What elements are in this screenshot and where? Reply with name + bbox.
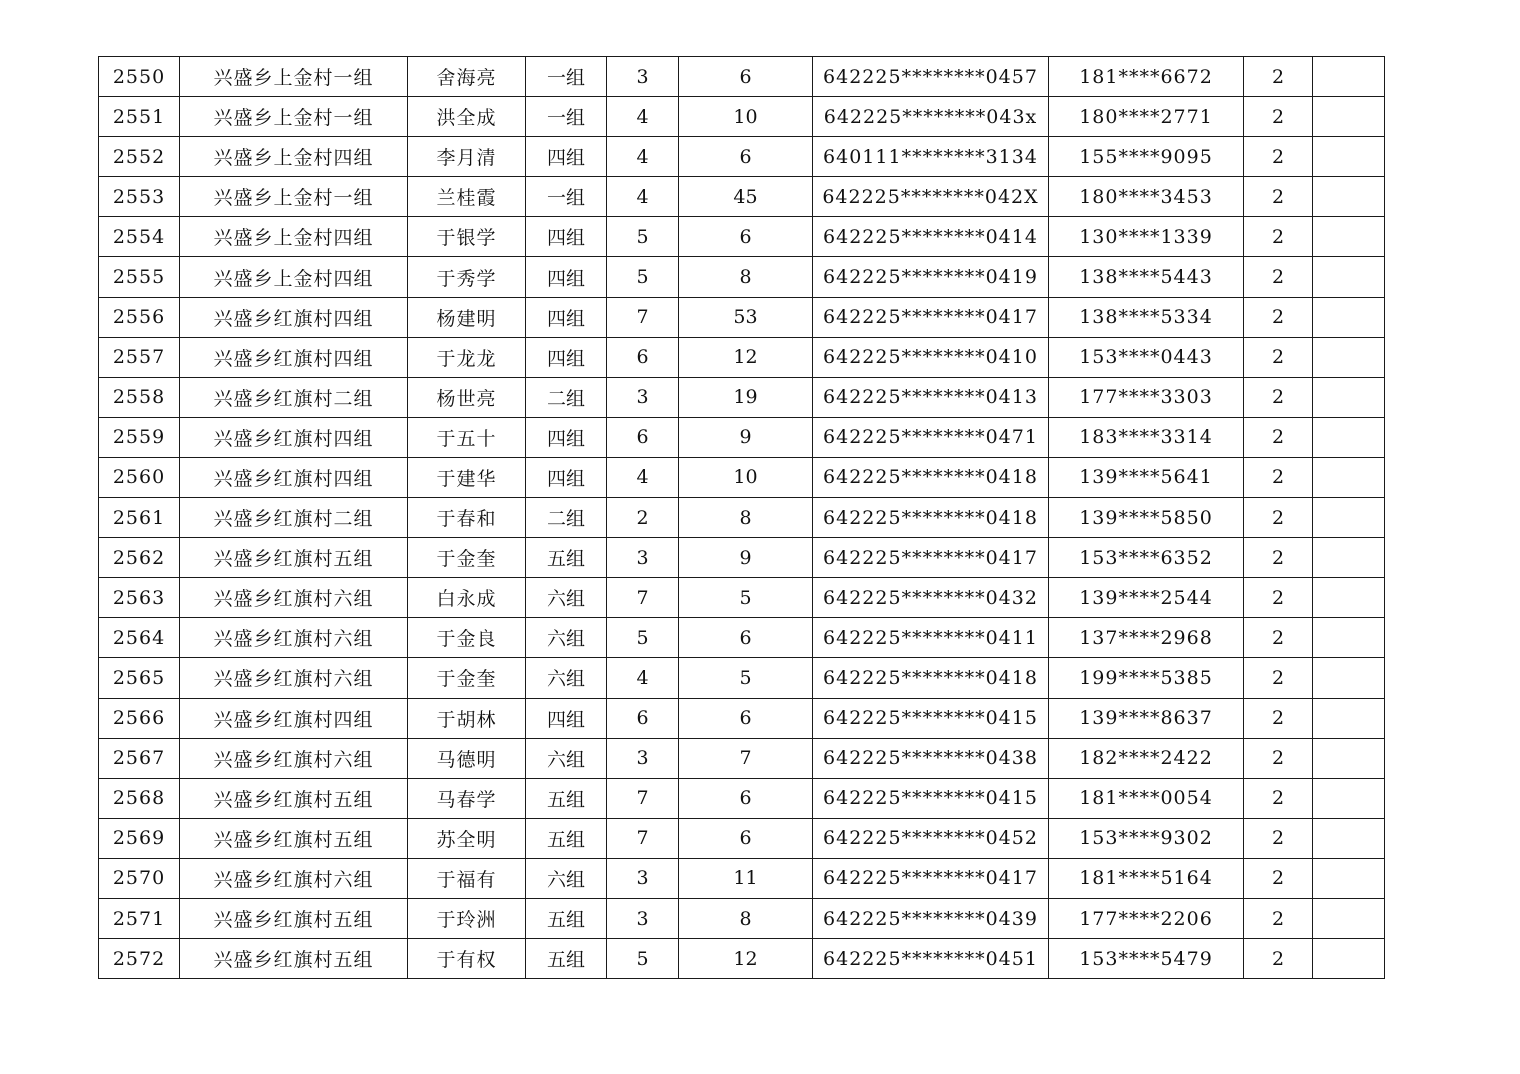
group-cell: 六组 (526, 658, 607, 698)
code-cell: 2 (1244, 778, 1313, 818)
table-row (99, 698, 1385, 738)
address-cell: 兴盛乡上金村四组 (180, 257, 408, 297)
phone-cell: 199****5385 (1049, 658, 1244, 698)
members-cell: 3 (607, 377, 679, 417)
address-cell: 兴盛乡红旗村五组 (180, 538, 408, 578)
row-number-cell: 2563 (99, 578, 180, 618)
row-number-cell: 2571 (99, 898, 180, 938)
count-cell: 9 (679, 538, 813, 578)
id-number-cell: 642225********0415 (813, 698, 1049, 738)
name-cell: 于秀学 (408, 257, 526, 297)
table-row (99, 377, 1385, 417)
group-cell: 四组 (526, 417, 607, 457)
id-number-cell: 642225********042X (813, 177, 1049, 217)
code-cell: 2 (1244, 898, 1313, 938)
address-cell: 兴盛乡红旗村四组 (180, 698, 408, 738)
row-number-cell: 2572 (99, 939, 180, 979)
table-row (99, 97, 1385, 137)
phone-cell: 153****6352 (1049, 538, 1244, 578)
phone-cell: 182****2422 (1049, 738, 1244, 778)
name-cell: 马春学 (408, 778, 526, 818)
row-number-cell: 2566 (99, 698, 180, 738)
note-cell (1313, 97, 1385, 137)
name-cell: 李月清 (408, 137, 526, 177)
group-cell: 五组 (526, 898, 607, 938)
members-cell: 3 (607, 898, 679, 938)
note-cell (1313, 498, 1385, 538)
note-cell (1313, 939, 1385, 979)
address-cell: 兴盛乡红旗村二组 (180, 498, 408, 538)
group-cell: 一组 (526, 57, 607, 97)
group-cell: 六组 (526, 578, 607, 618)
row-number-cell: 2567 (99, 738, 180, 778)
members-cell: 3 (607, 738, 679, 778)
group-cell: 四组 (526, 217, 607, 257)
id-number-cell: 642225********0419 (813, 257, 1049, 297)
count-cell: 6 (679, 818, 813, 858)
id-number-cell: 640111********3134 (813, 137, 1049, 177)
address-cell: 兴盛乡红旗村五组 (180, 778, 408, 818)
members-cell: 3 (607, 57, 679, 97)
name-cell: 于有权 (408, 939, 526, 979)
id-number-cell: 642225********0452 (813, 818, 1049, 858)
address-cell: 兴盛乡上金村一组 (180, 97, 408, 137)
members-cell: 5 (607, 618, 679, 658)
table-row (99, 177, 1385, 217)
count-cell: 12 (679, 939, 813, 979)
count-cell: 6 (679, 698, 813, 738)
note-cell (1313, 858, 1385, 898)
code-cell: 2 (1244, 698, 1313, 738)
id-number-cell: 642225********0414 (813, 217, 1049, 257)
note-cell (1313, 618, 1385, 658)
table-row (99, 217, 1385, 257)
name-cell: 马德明 (408, 738, 526, 778)
row-number-cell: 2570 (99, 858, 180, 898)
members-cell: 7 (607, 578, 679, 618)
count-cell: 11 (679, 858, 813, 898)
phone-cell: 139****8637 (1049, 698, 1244, 738)
members-cell: 4 (607, 658, 679, 698)
id-number-cell: 642225********0432 (813, 578, 1049, 618)
name-cell: 于胡林 (408, 698, 526, 738)
row-number-cell: 2556 (99, 297, 180, 337)
code-cell: 2 (1244, 97, 1313, 137)
row-number-cell: 2551 (99, 97, 180, 137)
code-cell: 2 (1244, 217, 1313, 257)
code-cell: 2 (1244, 457, 1313, 497)
row-number-cell: 2550 (99, 57, 180, 97)
code-cell: 2 (1244, 618, 1313, 658)
name-cell: 白永成 (408, 578, 526, 618)
group-cell: 四组 (526, 257, 607, 297)
group-cell: 四组 (526, 297, 607, 337)
name-cell: 于玲洲 (408, 898, 526, 938)
code-cell: 2 (1244, 377, 1313, 417)
members-cell: 5 (607, 257, 679, 297)
table-row (99, 337, 1385, 377)
id-number-cell: 642225********0471 (813, 417, 1049, 457)
name-cell: 洪全成 (408, 97, 526, 137)
count-cell: 5 (679, 578, 813, 618)
count-cell: 53 (679, 297, 813, 337)
code-cell: 2 (1244, 297, 1313, 337)
code-cell: 2 (1244, 417, 1313, 457)
members-cell: 6 (607, 698, 679, 738)
note-cell (1313, 137, 1385, 177)
phone-cell: 153****9302 (1049, 818, 1244, 858)
group-cell: 四组 (526, 698, 607, 738)
members-cell: 7 (607, 778, 679, 818)
members-cell: 3 (607, 858, 679, 898)
address-cell: 兴盛乡红旗村五组 (180, 898, 408, 938)
records-table-body (99, 57, 1385, 979)
table-row (99, 818, 1385, 858)
address-cell: 兴盛乡红旗村六组 (180, 618, 408, 658)
group-cell: 四组 (526, 137, 607, 177)
phone-cell: 130****1339 (1049, 217, 1244, 257)
group-cell: 一组 (526, 97, 607, 137)
note-cell (1313, 217, 1385, 257)
count-cell: 9 (679, 417, 813, 457)
phone-cell: 155****9095 (1049, 137, 1244, 177)
table-row (99, 939, 1385, 979)
count-cell: 6 (679, 57, 813, 97)
count-cell: 8 (679, 898, 813, 938)
phone-cell: 138****5443 (1049, 257, 1244, 297)
phone-cell: 180****3453 (1049, 177, 1244, 217)
address-cell: 兴盛乡红旗村四组 (180, 417, 408, 457)
code-cell: 2 (1244, 818, 1313, 858)
group-cell: 一组 (526, 177, 607, 217)
count-cell: 8 (679, 498, 813, 538)
table-row (99, 137, 1385, 177)
id-number-cell: 642225********0451 (813, 939, 1049, 979)
code-cell: 2 (1244, 498, 1313, 538)
note-cell (1313, 377, 1385, 417)
table-row (99, 618, 1385, 658)
id-number-cell: 642225********0415 (813, 778, 1049, 818)
table-row (99, 417, 1385, 457)
table-row (99, 658, 1385, 698)
row-number-cell: 2559 (99, 417, 180, 457)
members-cell: 4 (607, 137, 679, 177)
id-number-cell: 642225********0417 (813, 297, 1049, 337)
phone-cell: 139****5641 (1049, 457, 1244, 497)
members-cell: 4 (607, 457, 679, 497)
note-cell (1313, 297, 1385, 337)
row-number-cell: 2558 (99, 377, 180, 417)
address-cell: 兴盛乡上金村四组 (180, 137, 408, 177)
note-cell (1313, 778, 1385, 818)
name-cell: 杨建明 (408, 297, 526, 337)
id-number-cell: 642225********0418 (813, 498, 1049, 538)
address-cell: 兴盛乡红旗村四组 (180, 337, 408, 377)
code-cell: 2 (1244, 858, 1313, 898)
count-cell: 6 (679, 618, 813, 658)
records-table (98, 56, 1385, 979)
code-cell: 2 (1244, 658, 1313, 698)
row-number-cell: 2557 (99, 337, 180, 377)
name-cell: 于金奎 (408, 538, 526, 578)
id-number-cell: 642225********0418 (813, 658, 1049, 698)
code-cell: 2 (1244, 578, 1313, 618)
address-cell: 兴盛乡上金村四组 (180, 217, 408, 257)
count-cell: 12 (679, 337, 813, 377)
address-cell: 兴盛乡红旗村六组 (180, 858, 408, 898)
row-number-cell: 2565 (99, 658, 180, 698)
table-row (99, 457, 1385, 497)
code-cell: 2 (1244, 738, 1313, 778)
phone-cell: 181****6672 (1049, 57, 1244, 97)
note-cell (1313, 57, 1385, 97)
name-cell: 于春和 (408, 498, 526, 538)
count-cell: 10 (679, 97, 813, 137)
id-number-cell: 642225********0417 (813, 858, 1049, 898)
address-cell: 兴盛乡红旗村五组 (180, 939, 408, 979)
table-row (99, 898, 1385, 938)
row-number-cell: 2554 (99, 217, 180, 257)
note-cell (1313, 177, 1385, 217)
note-cell (1313, 658, 1385, 698)
table-row (99, 738, 1385, 778)
table-row (99, 297, 1385, 337)
id-number-cell: 642225********0457 (813, 57, 1049, 97)
address-cell: 兴盛乡红旗村六组 (180, 658, 408, 698)
count-cell: 6 (679, 217, 813, 257)
count-cell: 10 (679, 457, 813, 497)
phone-cell: 177****2206 (1049, 898, 1244, 938)
row-number-cell: 2569 (99, 818, 180, 858)
name-cell: 兰桂霞 (408, 177, 526, 217)
address-cell: 兴盛乡上金村一组 (180, 57, 408, 97)
table-row (99, 538, 1385, 578)
name-cell: 于五十 (408, 417, 526, 457)
address-cell: 兴盛乡红旗村五组 (180, 818, 408, 858)
row-number-cell: 2564 (99, 618, 180, 658)
name-cell: 于银学 (408, 217, 526, 257)
members-cell: 3 (607, 538, 679, 578)
group-cell: 五组 (526, 818, 607, 858)
phone-cell: 177****3303 (1049, 377, 1244, 417)
note-cell (1313, 457, 1385, 497)
table-row (99, 57, 1385, 97)
group-cell: 四组 (526, 337, 607, 377)
name-cell: 于金奎 (408, 658, 526, 698)
name-cell: 于建华 (408, 457, 526, 497)
id-number-cell: 642225********0417 (813, 538, 1049, 578)
code-cell: 2 (1244, 177, 1313, 217)
address-cell: 兴盛乡红旗村四组 (180, 297, 408, 337)
phone-cell: 137****2968 (1049, 618, 1244, 658)
group-cell: 五组 (526, 778, 607, 818)
members-cell: 6 (607, 337, 679, 377)
table-row (99, 778, 1385, 818)
group-cell: 四组 (526, 457, 607, 497)
table-row (99, 257, 1385, 297)
phone-cell: 153****0443 (1049, 337, 1244, 377)
note-cell (1313, 578, 1385, 618)
group-cell: 二组 (526, 377, 607, 417)
code-cell: 2 (1244, 57, 1313, 97)
group-cell: 二组 (526, 498, 607, 538)
code-cell: 2 (1244, 538, 1313, 578)
row-number-cell: 2561 (99, 498, 180, 538)
note-cell (1313, 818, 1385, 858)
members-cell: 5 (607, 217, 679, 257)
note-cell (1313, 538, 1385, 578)
code-cell: 2 (1244, 137, 1313, 177)
note-cell (1313, 738, 1385, 778)
name-cell: 苏全明 (408, 818, 526, 858)
id-number-cell: 642225********0413 (813, 377, 1049, 417)
row-number-cell: 2568 (99, 778, 180, 818)
members-cell: 4 (607, 177, 679, 217)
code-cell: 2 (1244, 939, 1313, 979)
id-number-cell: 642225********043x (813, 97, 1049, 137)
table-row (99, 498, 1385, 538)
note-cell (1313, 698, 1385, 738)
address-cell: 兴盛乡红旗村二组 (180, 377, 408, 417)
phone-cell: 180****2771 (1049, 97, 1244, 137)
members-cell: 5 (607, 939, 679, 979)
table-row (99, 858, 1385, 898)
name-cell: 杨世亮 (408, 377, 526, 417)
phone-cell: 181****0054 (1049, 778, 1244, 818)
row-number-cell: 2555 (99, 257, 180, 297)
note-cell (1313, 257, 1385, 297)
count-cell: 19 (679, 377, 813, 417)
members-cell: 2 (607, 498, 679, 538)
row-number-cell: 2552 (99, 137, 180, 177)
name-cell: 于龙龙 (408, 337, 526, 377)
count-cell: 7 (679, 738, 813, 778)
address-cell: 兴盛乡红旗村六组 (180, 738, 408, 778)
group-cell: 六组 (526, 858, 607, 898)
group-cell: 五组 (526, 538, 607, 578)
code-cell: 2 (1244, 337, 1313, 377)
phone-cell: 139****2544 (1049, 578, 1244, 618)
address-cell: 兴盛乡上金村一组 (180, 177, 408, 217)
code-cell: 2 (1244, 257, 1313, 297)
id-number-cell: 642225********0439 (813, 898, 1049, 938)
id-number-cell: 642225********0438 (813, 738, 1049, 778)
id-number-cell: 642225********0418 (813, 457, 1049, 497)
row-number-cell: 2560 (99, 457, 180, 497)
name-cell: 于金良 (408, 618, 526, 658)
phone-cell: 183****3314 (1049, 417, 1244, 457)
table-row (99, 578, 1385, 618)
address-cell: 兴盛乡红旗村六组 (180, 578, 408, 618)
note-cell (1313, 417, 1385, 457)
members-cell: 7 (607, 297, 679, 337)
count-cell: 5 (679, 658, 813, 698)
members-cell: 4 (607, 97, 679, 137)
phone-cell: 138****5334 (1049, 297, 1244, 337)
phone-cell: 181****5164 (1049, 858, 1244, 898)
count-cell: 45 (679, 177, 813, 217)
members-cell: 7 (607, 818, 679, 858)
count-cell: 8 (679, 257, 813, 297)
members-cell: 6 (607, 417, 679, 457)
note-cell (1313, 898, 1385, 938)
id-number-cell: 642225********0410 (813, 337, 1049, 377)
phone-cell: 139****5850 (1049, 498, 1244, 538)
address-cell: 兴盛乡红旗村四组 (180, 457, 408, 497)
count-cell: 6 (679, 778, 813, 818)
name-cell: 于福有 (408, 858, 526, 898)
phone-cell: 153****5479 (1049, 939, 1244, 979)
note-cell (1313, 337, 1385, 377)
group-cell: 六组 (526, 618, 607, 658)
group-cell: 六组 (526, 738, 607, 778)
row-number-cell: 2553 (99, 177, 180, 217)
count-cell: 6 (679, 137, 813, 177)
id-number-cell: 642225********0411 (813, 618, 1049, 658)
group-cell: 五组 (526, 939, 607, 979)
row-number-cell: 2562 (99, 538, 180, 578)
name-cell: 舍海亮 (408, 57, 526, 97)
